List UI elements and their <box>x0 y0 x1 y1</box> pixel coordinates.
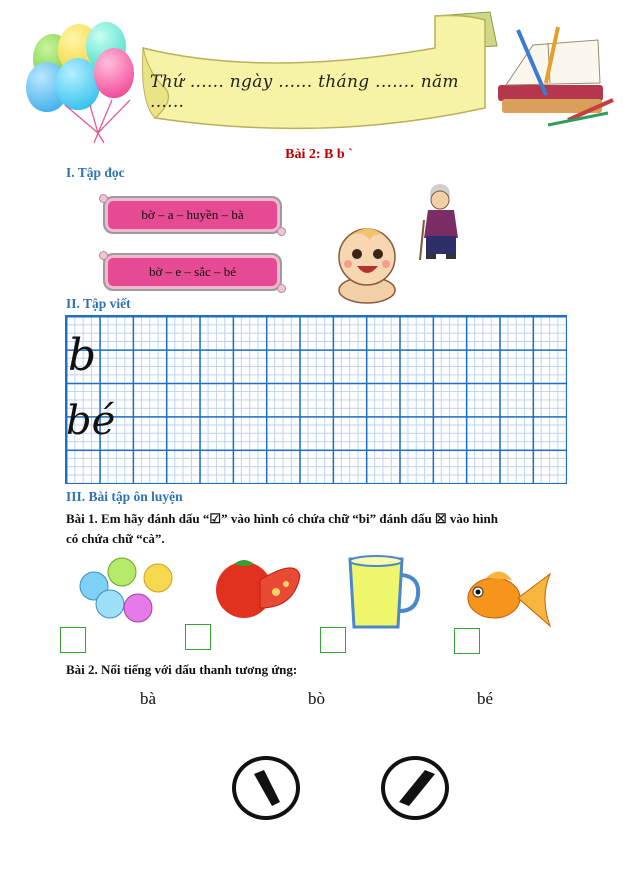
baby-icon <box>330 222 405 304</box>
grandmother-icon <box>412 180 477 262</box>
juice-glass-icon <box>344 553 424 633</box>
grave-accent-icon <box>236 760 296 816</box>
acute-accent-icon <box>385 760 445 816</box>
ribbon-banner-icon <box>135 8 510 133</box>
reading-heading: I. Tập đọc <box>66 165 125 180</box>
reading-line-2 <box>103 253 282 291</box>
writing-sample-be: bé <box>66 398 116 444</box>
marbles-icon <box>72 556 184 626</box>
checkbox-tomato[interactable] <box>185 624 211 650</box>
tomato-icon <box>208 550 306 622</box>
reading-line-1 <box>103 196 282 234</box>
pill-corner-icon <box>99 251 108 260</box>
exercise1-instruction-line1: Bài 1. Em hãy đánh dấu “☑” vào hình có chứa chữ “bi” đánh dấu ☒ vào hình <box>66 511 498 526</box>
writing-heading: II. Tập viết <box>66 296 131 311</box>
reading-line-text: bờ – e – sắc – bé <box>148 264 236 279</box>
balloon-strings-icon <box>60 95 130 145</box>
header <box>0 0 638 145</box>
checkbox-goldfish[interactable] <box>454 628 480 654</box>
reading-line-text: bờ – a – huyền – bà <box>141 207 244 222</box>
goldfish-icon <box>460 564 556 634</box>
writing-sample-b: b <box>68 330 97 381</box>
pill-corner-icon <box>99 194 108 203</box>
practice-heading: III. Bài tập ôn luyện <box>66 489 183 504</box>
pill-corner-icon <box>277 227 286 236</box>
word-bo[interactable]: bò <box>308 689 325 708</box>
grave-accent-circle[interactable] <box>232 756 300 820</box>
date-line: Thứ ...... ngày ...... tháng ....... năm ...... <box>150 72 459 112</box>
pill-corner-icon <box>277 284 286 293</box>
word-be[interactable]: bé <box>477 689 494 708</box>
acute-accent-circle[interactable] <box>381 756 449 820</box>
checkbox-juice[interactable] <box>320 627 346 653</box>
books-pencils-icon <box>488 25 618 130</box>
handwriting-grid <box>65 315 567 484</box>
exercise2-instruction: Bài 2. Nối tiếng với dấu thanh tương ứng: <box>66 662 298 677</box>
checkbox-marbles[interactable] <box>60 627 86 653</box>
balloon-icon <box>94 48 134 98</box>
exercise1-instruction <box>66 509 586 549</box>
exercise1-instruction-line2: có chứa chữ “cà”. <box>66 531 165 546</box>
word-ba[interactable]: bà <box>140 689 157 708</box>
lesson-title: Bài 2: B b ` <box>285 147 353 162</box>
